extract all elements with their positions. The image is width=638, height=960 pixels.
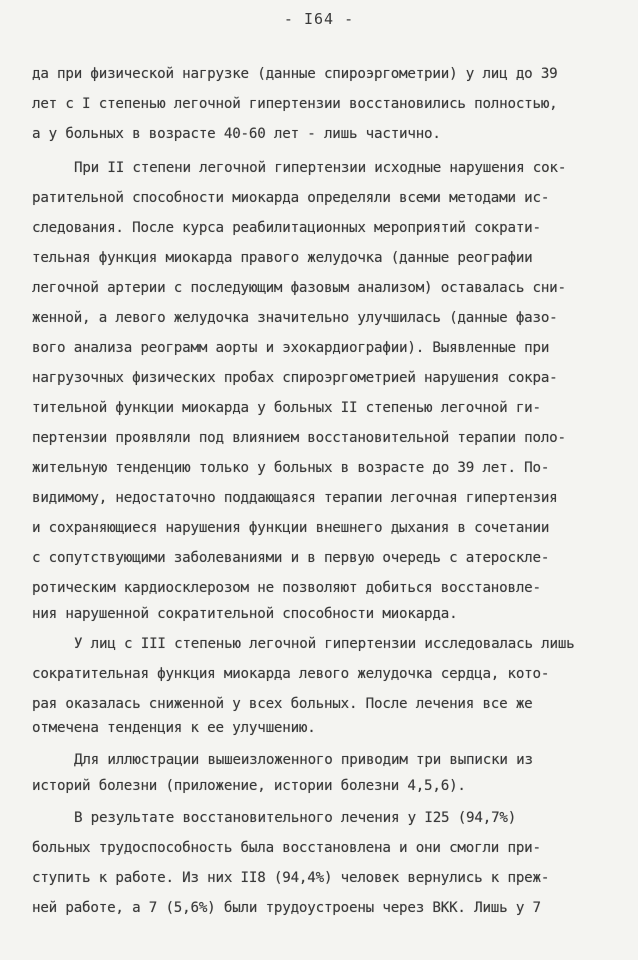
text-line: женной, а левого желудочка значительно улучшилась (данные фазо- [32, 310, 558, 326]
text-line: рая оказалась сниженной у всех больных. После лечения все же [32, 696, 533, 712]
text-line: В результате восстановительного лечения у I25 (94,7%) [74, 810, 517, 826]
text-line: историй болезни (приложение, истории болезни 4,5,6). [32, 778, 466, 794]
text-line: ратительной способности миокарда определяли всеми методами ис- [32, 190, 550, 206]
text-line: ния нарушенной сократительной способности миокарда. [32, 606, 458, 622]
text-line: с сопутствующими заболеваниями и в первую очередь с атероскле- [32, 550, 550, 566]
page-number: - I64 - [283, 10, 355, 28]
text-line: У лиц с III степенью легочной гипертензии исследовалась лишь [74, 636, 575, 652]
text-line: легочной артерии с последующим фазовым анализом) оставалась сни- [32, 280, 566, 296]
text-line: ротическим кардиосклерозом не позволяют добиться восстановле- [32, 580, 541, 596]
text-line: тельная функция миокарда правого желудочка (данные реографии [32, 250, 533, 266]
text-line: лет с I степенью легочной гипертензии восстановились полностью, [32, 96, 558, 112]
text-line: больных трудоспособность была восстановлена и они смогли при- [32, 840, 541, 856]
text-line: отмечена тенденция к ее улучшению. [32, 720, 316, 736]
text-line: ступить к работе. Из них II8 (94,4%) человек вернулись к преж- [32, 870, 550, 886]
text-line: тительной функции миокарда у больных II степенью легочной ги- [32, 400, 541, 416]
text-line: следования. После курса реабилитационных мероприятий сократи- [32, 220, 541, 236]
text-line: При II степени легочной гипертензии исходные нарушения сок- [74, 160, 567, 176]
text-line: а у больных в возрасте 40-60 лет - лишь частично. [32, 126, 441, 142]
text-line: жительную тенденцию только у больных в возрасте до 39 лет. По- [32, 460, 550, 476]
text-line: ней работе, а 7 (5,6%) были трудоустроены через ВКК. Лишь у 7 [32, 900, 541, 916]
text-line: сократительная функция миокарда левого желудочка сердца, кото- [32, 666, 550, 682]
text-line: и сохраняющиеся нарушения функции внешнего дыхания в сочетании [32, 520, 550, 536]
text-line: видимому, недостаточно поддающаяся терапии легочная гипертензия [32, 490, 558, 506]
text-line: да при физической нагрузке (данные спироэргометрии) у лиц до 39 [32, 66, 558, 82]
text-line: пертензии проявляли под влиянием восстановительной терапии поло- [32, 430, 566, 446]
text-line: Для иллюстрации вышеизложенного приводим три выписки из [74, 752, 533, 768]
text-line: вого анализа реограмм аорты и эхокардиографии). Выявленные при [32, 340, 550, 356]
text-line: нагрузочных физических пробах спироэргометрией нарушения сокра- [32, 370, 558, 386]
